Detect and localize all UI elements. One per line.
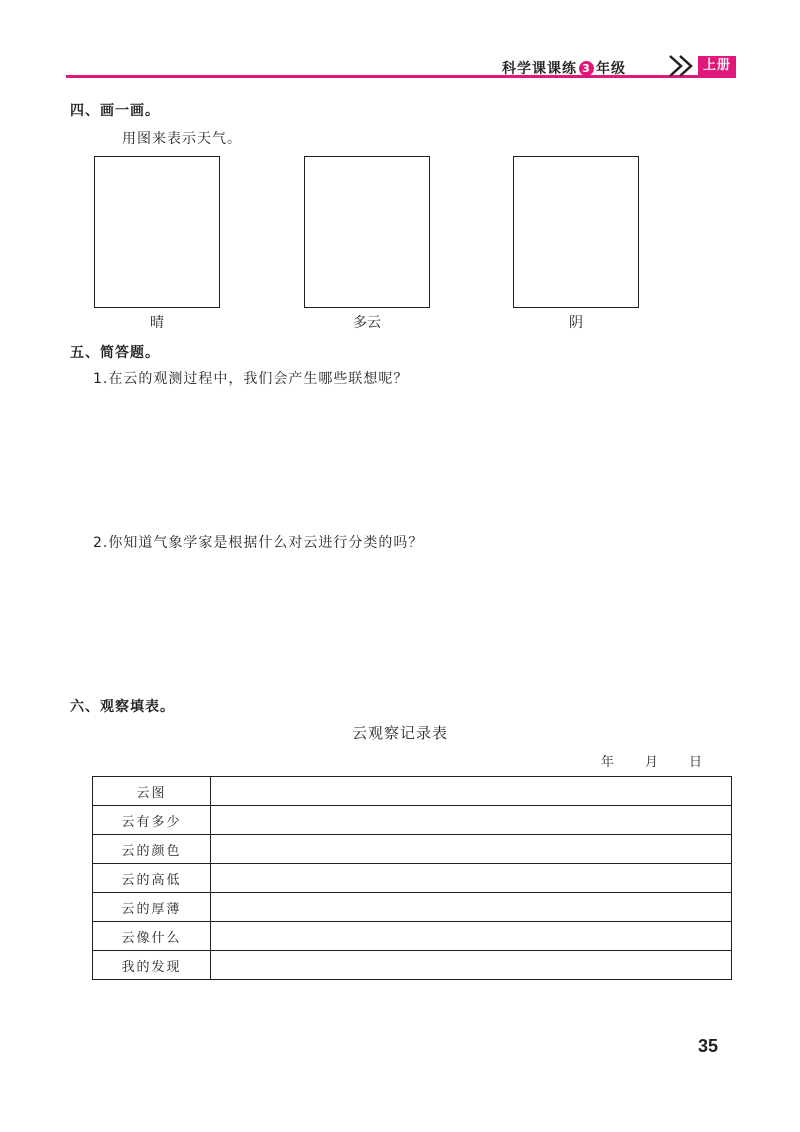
date-year-label: 年 bbox=[601, 755, 615, 770]
volume-tag: 上册 bbox=[698, 56, 736, 75]
section-5-heading: 五、简答题。 bbox=[70, 345, 160, 361]
box-label-overcast: 阴 bbox=[569, 315, 583, 331]
page-number: 35 bbox=[698, 1036, 719, 1056]
drawing-box-sunny[interactable] bbox=[94, 156, 220, 308]
table-row bbox=[93, 864, 732, 893]
drawing-box-cloudy[interactable] bbox=[304, 156, 430, 308]
page-header bbox=[66, 58, 736, 80]
row-label: 我的发现 bbox=[93, 951, 211, 980]
header-title-prefix: 科学课课练 bbox=[502, 61, 577, 77]
header-title bbox=[502, 58, 626, 78]
row-label: 云的厚薄 bbox=[93, 893, 211, 922]
row-label: 云图 bbox=[93, 777, 211, 806]
question-2: 2.你知道气象学家是根据什么对云进行分类的吗？ bbox=[93, 535, 424, 551]
box-label-cloudy: 多云 bbox=[353, 315, 381, 331]
header-rule bbox=[66, 75, 736, 78]
row-label: 云像什么 bbox=[93, 922, 211, 951]
row-label: 云的高低 bbox=[93, 864, 211, 893]
drawing-box-overcast[interactable] bbox=[513, 156, 639, 308]
table-row bbox=[93, 777, 732, 806]
cloud-observation-table bbox=[92, 776, 732, 980]
row-input-cell[interactable] bbox=[211, 893, 732, 922]
table-row bbox=[93, 893, 732, 922]
double-chevron-icon bbox=[668, 54, 698, 78]
date-month-label: 月 bbox=[645, 755, 659, 770]
table-row bbox=[93, 951, 732, 980]
question-1: 1.在云的观测过程中，我们会产生哪些联想呢？ bbox=[93, 371, 409, 387]
section-6-heading: 六、观察填表。 bbox=[70, 699, 175, 715]
grade-badge: 3 bbox=[579, 61, 594, 76]
table-row bbox=[93, 835, 732, 864]
row-input-cell[interactable] bbox=[211, 777, 732, 806]
section-4-heading: 四、画一画。 bbox=[70, 103, 160, 119]
box-label-sunny: 晴 bbox=[150, 315, 164, 331]
table-row bbox=[93, 806, 732, 835]
section-4-instruction: 用图来表示天气。 bbox=[122, 131, 242, 147]
table-title: 云观察记录表 bbox=[351, 724, 448, 742]
row-input-cell[interactable] bbox=[211, 922, 732, 951]
row-input-cell[interactable] bbox=[211, 864, 732, 893]
row-input-cell[interactable] bbox=[211, 835, 732, 864]
row-label: 云有多少 bbox=[93, 806, 211, 835]
date-day-label: 日 bbox=[689, 755, 703, 770]
table-row bbox=[93, 922, 732, 951]
header-title-suffix: 年级 bbox=[596, 61, 626, 77]
row-input-cell[interactable] bbox=[211, 951, 732, 980]
row-input-cell[interactable] bbox=[211, 806, 732, 835]
row-label: 云的颜色 bbox=[93, 835, 211, 864]
